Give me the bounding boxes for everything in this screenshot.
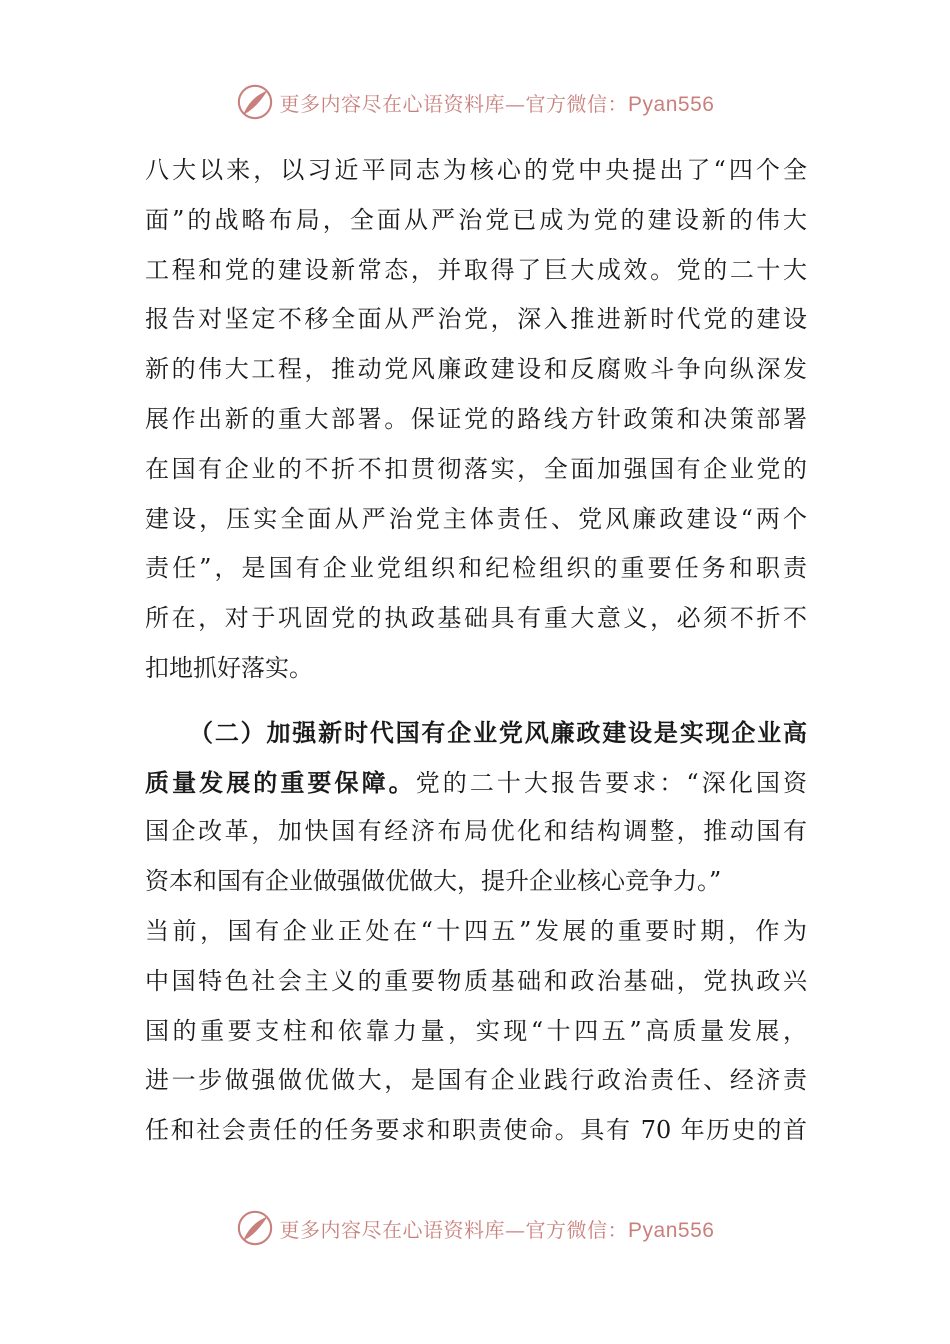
text-line: 新的伟大工程，推动党风廉政建设和反腐败斗争向纵深发: [145, 355, 807, 384]
text-line: 展作出新的重大部署。保证党的路线方针政策和决策部署: [145, 404, 807, 433]
header-watermark: [0, 82, 950, 122]
text-line: 在国有企业的不折不扣贯彻落实，全面加强国有企业党的: [145, 454, 807, 483]
text-line: [145, 758, 807, 808]
text-line: 八大以来，以习近平同志为核心的党中央提出了“四个全: [145, 156, 807, 184]
quill-logo-icon: [236, 1209, 274, 1247]
text-line: 进一步做强做优做大，是国有企业践行政治责任、经济责: [145, 1066, 807, 1095]
text-line: 中国特色社会主义的重要物质基础和政治基础，党执政兴: [145, 966, 807, 995]
text-line: 当前，国有企业正处在“十四五”发展的重要时期，作为: [145, 916, 807, 945]
text-span: 党的二十大报告要求：“深化国资: [415, 768, 807, 797]
text-line: 建设，压实全面从严治党主体责任、党风廉政建设“两个: [145, 504, 807, 533]
text-line: 国的重要支柱和依靠力量，实现“十四五”高质量发展，: [145, 1016, 807, 1045]
text-line: 责任”，是国有企业党组织和纪检组织的重要任务和职责: [145, 554, 807, 583]
section-heading: （二）加强新时代国有企业党风廉政建设是实现企业高: [189, 717, 807, 747]
paragraph-1: [145, 146, 807, 694]
paragraph-2: [145, 708, 807, 1156]
footer-watermark: [0, 1208, 950, 1248]
quill-logo-icon: [236, 83, 274, 121]
document-body: [145, 146, 807, 1156]
text-line: 工程和党的建设新常态，并取得了巨大成效。党的二十大: [145, 255, 807, 284]
watermark-text: 更多内容尽在心语资料库—官方微信：Pyan556: [279, 91, 715, 116]
text-line: 面”的战略布局，全面从严治党已成为党的建设新的伟大: [145, 205, 807, 234]
watermark-text: 更多内容尽在心语资料库—官方微信：Pyan556: [279, 1217, 715, 1242]
text-line: 扣地抓好落实。: [145, 653, 313, 682]
text-line: 国企改革，加快国有经济布局优化和结构调整，推动国有: [145, 817, 807, 846]
text-line: 资本和国有企业做强做优做大，提升企业核心竞争力。”: [145, 867, 722, 896]
text-line: 所在，对于巩固党的执政基础具有重大意义，必须不折不: [145, 604, 807, 633]
text-line: 报告对坚定不移全面从严治党，深入推进新时代党的建设: [145, 305, 807, 334]
section-heading-end: 质量发展的重要保障。: [145, 767, 416, 797]
text-line: 任和社会责任的任务要求和职责使命。具有 70 年历史的首: [145, 1116, 807, 1145]
